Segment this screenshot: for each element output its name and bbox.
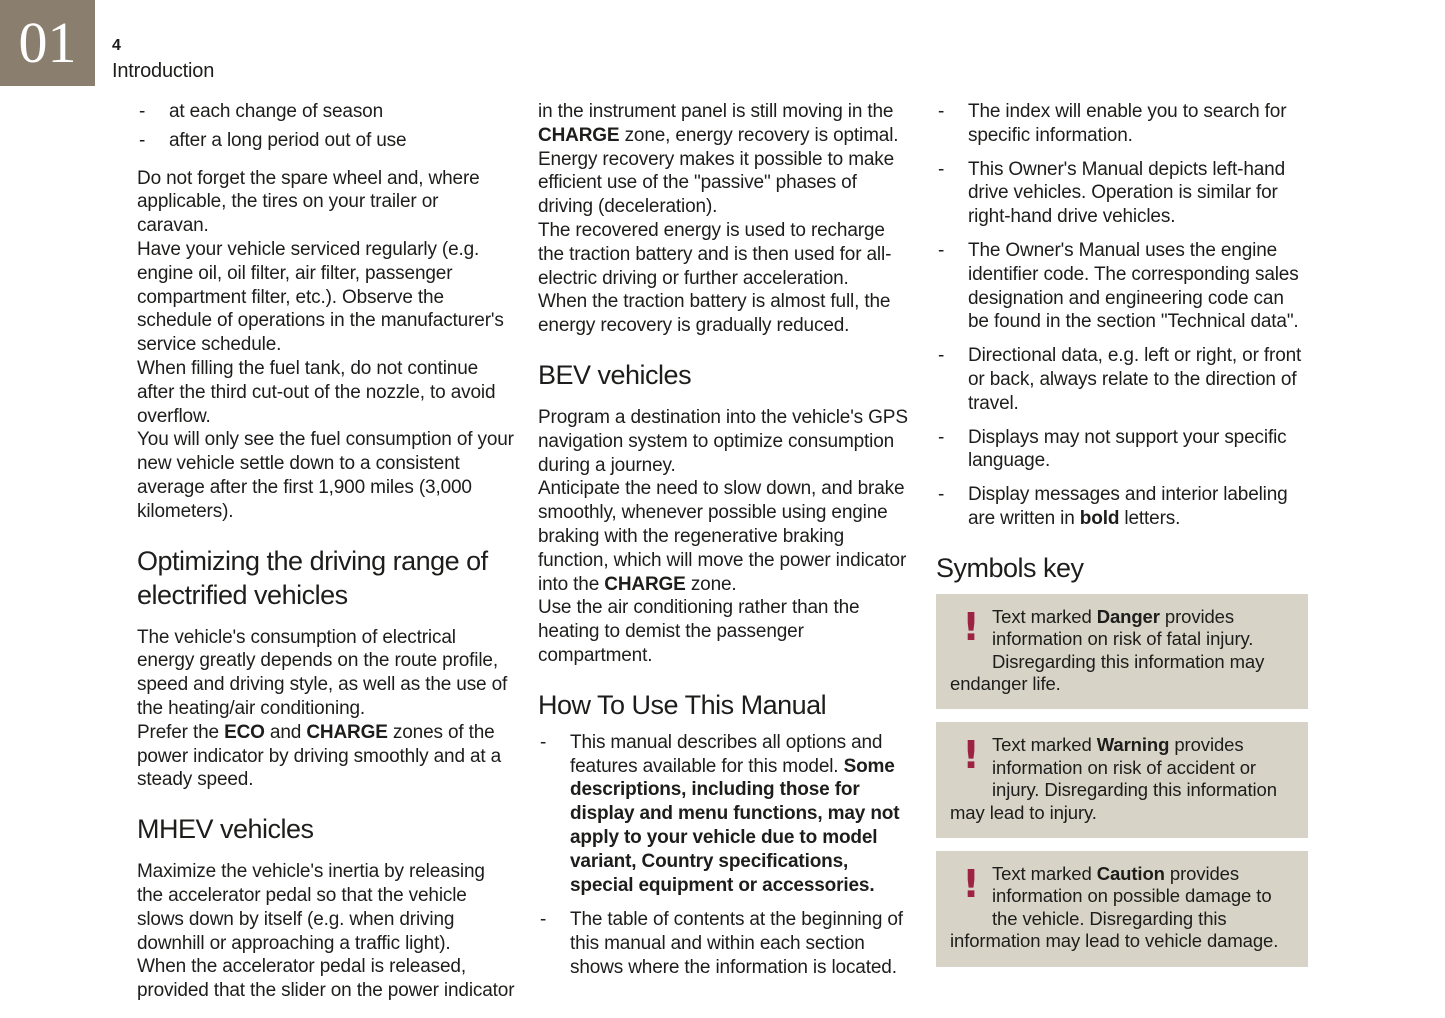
section-heading: Optimizing the driving range of electrified vehicles (137, 545, 488, 610)
bold-text: ECO (224, 721, 265, 743)
body-paragraph (137, 167, 515, 238)
text-run: in the instrument panel is still moving in the (538, 101, 894, 122)
bullet-text (968, 426, 1308, 474)
bullet-text (570, 908, 910, 979)
bold-text: CHARGE (538, 124, 620, 146)
body-paragraph (538, 100, 910, 148)
text-run: When the accelerator pedal is released, provided that the slider on the power indicator (137, 956, 515, 1002)
body-paragraph (137, 238, 515, 357)
body-paragraph (137, 955, 515, 1003)
bullet-dash-icon: - (938, 426, 945, 448)
notice-text (950, 606, 1264, 694)
bullet-item (137, 129, 515, 153)
text-run: When the traction battery is almost full, the energy recovery is gradually reduced. (538, 291, 891, 337)
body-paragraph-group (137, 860, 515, 1003)
body-paragraph-group (538, 406, 910, 668)
bullet-item (936, 426, 1308, 474)
text-run: provides information on risk of fatal injury. Disregarding this information may endanger life. (950, 605, 1265, 694)
text-run: The index will enable you to search for specific information. (968, 101, 1287, 146)
bold-text: CHARGE (604, 573, 686, 595)
text-run: Have your vehicle serviced regularly (e.g. engine oil, oil filter, air filter, passenger compartment filter, etc.). Observe the schedule of operations in the manufacturer's service schedule. (137, 238, 504, 356)
notice-text (950, 734, 1277, 822)
danger-notice (936, 594, 1308, 710)
text-run: Use the air conditioning rather than the heating to demist the passenger compartment. (538, 597, 860, 666)
text-run: zone. (685, 573, 737, 595)
text-run: Program a destination into the vehicle's GPS navigation system to optimize consumption during a journey. (538, 406, 908, 476)
text-run: This manual describes all options and features available for this model. (570, 731, 883, 777)
body-paragraph (137, 428, 515, 523)
bold-text: Warning (1096, 734, 1170, 756)
text-run: provides information on risk of accident or injury. Disregarding this information may lead to injury. (950, 734, 1277, 823)
text-run: Directional data, e.g. left or right, or front or back, always relate to the direction of travel. (968, 345, 1302, 414)
bold-text: CHARGE (306, 721, 388, 743)
text-run: letters. (1119, 507, 1181, 529)
body-paragraph (538, 290, 910, 338)
bold-text: Some descriptions, including those for display and menu functions, may not apply to your vehicle due to model variant, Country specifications, special equipment or accessories. (570, 755, 900, 896)
body-paragraph (538, 148, 910, 219)
bullet-text (570, 731, 910, 898)
body-paragraph (137, 626, 515, 721)
text-run: The recovered energy is used to recharge the traction battery and is then used for all-electric driving or further acceleration. (538, 219, 892, 289)
text-run: Anticipate the need to slow down, and brake smoothly, whenever possible using engine braking with the regenerative braking function, which will move the power indicator into the (538, 478, 907, 595)
text-run: at each change of season (169, 101, 384, 122)
text-run: You will only see the fuel consumption of your new vehicle settle down to a consistent average after the first 1,900 miles (3,000 kilometers). (137, 429, 514, 522)
text-run: Prefer the (137, 721, 225, 743)
caution-notice (936, 851, 1308, 967)
text-run: Do not forget the spare wheel and, where applicable, the tires on your trailer or caravan. (137, 167, 480, 237)
body-paragraph-group (137, 626, 515, 793)
bullet-dash-icon: - (139, 129, 146, 151)
text-run: Maximize the vehicle's inertia by releasing the accelerator pedal so that the vehicle slows down by itself (e.g. when driving downhill or approaching a traffic light). (137, 861, 485, 954)
bullet-text (968, 344, 1308, 415)
body-paragraph-group (538, 100, 910, 338)
exclamation-icon: ! (962, 862, 980, 906)
text-run: Text marked (992, 734, 1097, 756)
section-heading: Symbols key (936, 552, 1084, 583)
chapter-number-box (0, 0, 95, 86)
text-run: Display messages and interior labeling are written in (968, 484, 1288, 529)
text-run: and (264, 721, 307, 743)
bullet-dash-icon: - (938, 101, 945, 122)
bullet-dash-icon: - (540, 909, 547, 931)
bullet-item (936, 158, 1308, 229)
bullet-text (169, 100, 515, 124)
page-number: 4 (112, 37, 121, 54)
bullet-item (936, 239, 1308, 334)
body-paragraph (538, 477, 910, 596)
text-column-2 (538, 100, 910, 991)
text-run: zone, energy recovery is optimal. (619, 124, 899, 146)
bullet-item (936, 483, 1308, 531)
section-heading: MHEV vehicles (137, 814, 314, 845)
bullet-text (968, 483, 1308, 531)
text-column-3 (936, 100, 1308, 980)
exclamation-icon: ! (962, 604, 980, 649)
bold-text: Danger (1096, 605, 1160, 627)
text-run: after a long period out of use (169, 129, 407, 151)
bullet-text (968, 239, 1308, 334)
body-paragraph-group (137, 167, 515, 524)
bullet-dash-icon: - (938, 158, 945, 180)
text-run: The vehicle's consumption of electrical energy greatly depends on the route profile, speed and driving style, as well as the use of the heating/air conditioning. (137, 626, 508, 719)
bullet-text (169, 129, 515, 153)
bullet-list (538, 731, 910, 980)
bold-text: bold (1079, 507, 1120, 529)
body-paragraph (137, 357, 515, 428)
bold-text: Caution (1096, 863, 1165, 884)
bullet-item (936, 100, 1308, 148)
section-heading: How To Use This Manual (538, 689, 827, 720)
bullet-item (538, 908, 910, 979)
text-run: This Owner's Manual depicts left-hand drive vehicles. Operation is similar for right-hand drive vehicles. (968, 158, 1286, 228)
text-run: zones of the power indicator by driving smoothly and at a steady speed. (137, 721, 502, 791)
bullet-list (137, 100, 515, 153)
text-run: provides information on possible damage to the vehicle. Disregarding this information may lead to vehicle damage. (950, 863, 1279, 952)
chapter-number: 01 (18, 10, 77, 75)
warning-notice (936, 722, 1308, 838)
bullet-item (538, 731, 910, 898)
text-run: Displays may not support your specific language. (968, 426, 1287, 472)
notice-text (950, 863, 1278, 951)
page-section-title: Introduction (112, 60, 215, 82)
body-paragraph (137, 860, 515, 955)
bullet-list (936, 100, 1308, 531)
bullet-dash-icon: - (938, 239, 945, 261)
body-paragraph (137, 721, 515, 792)
page-header (112, 36, 214, 83)
text-run: The table of contents at the beginning of this manual and within each section shows where the information is located. (570, 909, 903, 978)
text-run: Text marked (992, 863, 1097, 884)
text-run: Energy recovery makes it possible to make efficient use of the "passive" phases of driving (deceleration). (538, 148, 895, 218)
bullet-dash-icon: - (938, 484, 945, 506)
bullet-dash-icon: - (540, 731, 547, 753)
bullet-item (137, 100, 515, 124)
bullet-item (936, 344, 1308, 415)
section-heading: BEV vehicles (538, 359, 692, 390)
text-column-1 (137, 100, 515, 1003)
body-paragraph (538, 219, 910, 290)
bullet-text (968, 100, 1308, 148)
exclamation-icon: ! (962, 733, 980, 778)
text-run: The Owner's Manual uses the engine identifier code. The corresponding sales designation and engineering code can be found in the section "Technical data". (968, 239, 1299, 333)
body-paragraph (538, 406, 910, 477)
body-paragraph (538, 596, 910, 667)
text-run: When filling the fuel tank, do not continue after the third cut-out of the nozzle, to avoid overflow. (137, 357, 496, 427)
text-run: Text marked (992, 605, 1097, 627)
bullet-text (968, 158, 1308, 229)
bullet-dash-icon: - (938, 345, 945, 367)
bullet-dash-icon: - (139, 101, 146, 122)
